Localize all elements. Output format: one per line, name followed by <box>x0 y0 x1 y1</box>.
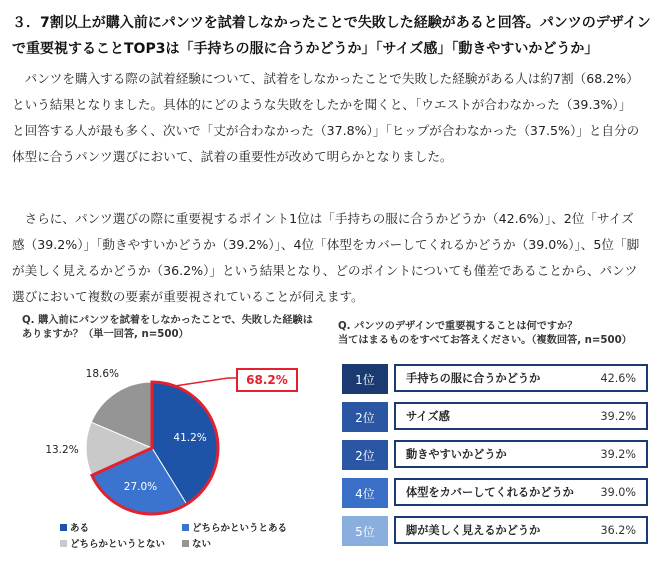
paragraph-trial-experience: パンツを購入する際の試着経験について、試着をしなかったことで失敗した経験がある人は約7割（68.2%）という結果となりました。具体的にどのような失敗をしたかを聞くと、「ウエストが合わなかった（39.3%）」と回答する人が最も多く、次いで「丈が合わなかった（37.8%）」「ヒップが合わなかった（37.5%）」と自分の体型に合うパンツ選びにおいて、試着の重要性が改めて明らかとなりました。 <box>12 71 640 164</box>
rank-item-label: 体型をカバーしてくれるかどうか <box>406 486 574 499</box>
rank-item-value: 42.6% <box>600 371 636 385</box>
rank-badge: 2位 <box>342 402 388 432</box>
pie-label-2: 13.2% <box>45 444 79 457</box>
legend-item-3 <box>182 536 211 550</box>
rank-badge: 2位 <box>342 440 388 470</box>
ranking-question-line2: 当てはまるものをすべてお答えください。（複数回答, n=500） <box>338 334 632 346</box>
callout-leader-line <box>175 378 236 386</box>
rank-item-label: 脚が美しく見えるかどうか <box>406 524 541 537</box>
rank-item-label: 動きやすいかどうか <box>406 448 507 461</box>
callout-total-yes: 68.2% <box>236 368 298 392</box>
legend-item-2 <box>60 536 165 550</box>
legend-swatch-3 <box>182 540 189 547</box>
rank-item-value: 39.0% <box>600 485 636 499</box>
pie-label-0: 41.2% <box>173 432 207 445</box>
pie-label-1: 27.0% <box>123 480 158 493</box>
legend-label-1: どちらかというとある <box>192 523 288 534</box>
paragraph-design-priorities: さらに、パンツ選びの際に重要視するポイント1位は「手持ちの服に合うかどうか（42.6%）」、2位「サイズ感（39.2%）」「動きやすいかどうか（39.2%）」、4位「体型をカバーしてくれるかどうか（39.0%）」、5位「脚が美しく見えるかどうか（36.2%）」という結果となり、どのポイントについても僅差であることから、パンツ選びにおいて複数の要素が重要視されていることが伺えます。 <box>12 211 640 304</box>
ranking-row <box>338 434 650 472</box>
legend-swatch-2 <box>60 540 67 547</box>
legend-label-0: ある <box>70 523 90 534</box>
ranking-question-line1: Q. パンツのデザインで重要視することは何ですか？ <box>338 321 578 332</box>
rank-item-label: サイズ感 <box>406 410 450 423</box>
rank-item-box <box>394 402 648 430</box>
legend-swatch-0 <box>60 524 67 531</box>
rank-item-box <box>394 440 648 468</box>
ranking-row <box>338 396 650 434</box>
rank-badge: 4位 <box>342 478 388 508</box>
legend-item-0 <box>60 520 89 534</box>
legend-label-3: ない <box>192 539 212 550</box>
ranking-row <box>338 358 650 396</box>
rank-item-value: 36.2% <box>600 523 636 537</box>
rank-badge: 5位 <box>342 516 388 546</box>
legend-label-2: どちらかというとない <box>70 539 166 550</box>
pie-question: Q. 購入前にパンツを試着をしなかったことで、失敗した経験はありますか？（単一回答, n=500） <box>22 315 313 340</box>
rank-item-box <box>394 478 648 506</box>
ranking-question <box>338 320 658 347</box>
pie-label-3: 18.6% <box>85 367 120 380</box>
ranking-row <box>338 510 650 548</box>
rank-item-value: 39.2% <box>600 409 636 423</box>
rank-item-label: 手持ちの服に合うかどうか <box>406 372 541 385</box>
rank-item-value: 39.2% <box>600 447 636 461</box>
rank-item-box <box>394 364 648 392</box>
ranking-row <box>338 472 650 510</box>
rank-item-box <box>394 516 648 544</box>
section-heading: ３．7割以上が購入前にパンツを試着しなかったことで失敗した経験があると回答。パンツのデザインで重要視することTOP3は「手持ちの服に合うかどうか」「サイズ感」「動きやすいかどうか」 <box>12 15 651 57</box>
legend-swatch-1 <box>182 524 189 531</box>
rank-badge: 1位 <box>342 364 388 394</box>
legend-item-1 <box>182 520 287 534</box>
